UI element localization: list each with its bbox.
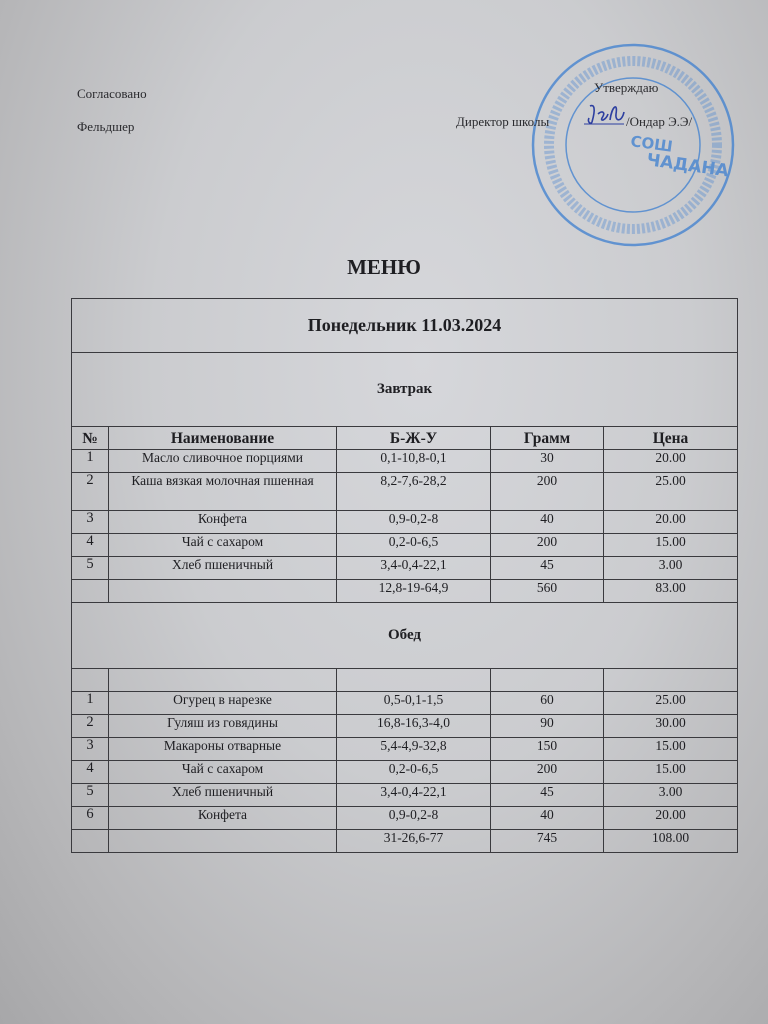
item-number: 6 <box>72 807 109 830</box>
empty-cell <box>72 669 109 692</box>
item-bju: 5,4-4,9-32,8 <box>337 738 491 761</box>
total-price: 83.00 <box>604 580 738 603</box>
item-bju: 3,4-0,4-22,1 <box>337 557 491 580</box>
item-bju: 0,1-10,8-0,1 <box>337 450 491 473</box>
school-stamp-icon <box>528 40 738 250</box>
lunch-row <box>72 603 738 669</box>
total-price: 108.00 <box>604 830 738 853</box>
item-price: 25.00 <box>604 473 738 511</box>
col-name: Наименование <box>109 427 337 450</box>
director-label: Директор школы <box>456 114 550 129</box>
total-name <box>109 580 337 603</box>
item-number: 4 <box>72 534 109 557</box>
item-gram: 200 <box>491 473 604 511</box>
item-price: 30.00 <box>604 715 738 738</box>
item-bju: 8,2-7,6-28,2 <box>337 473 491 511</box>
menu-table <box>71 298 738 853</box>
breakfast-heading: Завтрак <box>72 353 738 427</box>
table-row <box>72 692 738 715</box>
item-name: Масло сливочное порциями <box>109 450 337 473</box>
item-name: Огурец в нарезке <box>109 692 337 715</box>
item-gram: 200 <box>491 534 604 557</box>
director-name: /Ондар Э.Э/ <box>626 114 693 129</box>
item-name: Конфета <box>109 511 337 534</box>
col-bju: Б-Ж-У <box>337 427 491 450</box>
empty-row <box>72 669 738 692</box>
item-number: 1 <box>72 450 109 473</box>
item-name: Чай с сахаром <box>109 761 337 784</box>
table-row <box>72 450 738 473</box>
item-price: 20.00 <box>604 511 738 534</box>
item-price: 3.00 <box>604 784 738 807</box>
day-heading: Понедельник 11.03.2024 <box>72 299 738 353</box>
item-name: Чай с сахаром <box>109 534 337 557</box>
item-number: 2 <box>72 715 109 738</box>
item-number: 3 <box>72 738 109 761</box>
item-price: 15.00 <box>604 738 738 761</box>
total-bju: 31-26,6-77 <box>337 830 491 853</box>
item-bju: 0,2-0-6,5 <box>337 761 491 784</box>
empty-cell <box>491 669 604 692</box>
item-name: Хлеб пшеничный <box>109 557 337 580</box>
table-row <box>72 784 738 807</box>
column-header-row <box>72 427 738 450</box>
item-bju: 0,9-0,2-8 <box>337 511 491 534</box>
table-row <box>72 557 738 580</box>
item-price: 15.00 <box>604 761 738 784</box>
item-name: Каша вязкая молочная пшенная <box>109 473 337 511</box>
lunch-heading: Обед <box>72 603 738 669</box>
item-gram: 45 <box>491 784 604 807</box>
item-number: 5 <box>72 557 109 580</box>
table-row <box>72 761 738 784</box>
total-gram: 560 <box>491 580 604 603</box>
item-gram: 90 <box>491 715 604 738</box>
svg-text:ЧАДАНА: ЧАДАНА <box>645 150 730 182</box>
item-bju: 0,2-0-6,5 <box>337 534 491 557</box>
empty-cell <box>337 669 491 692</box>
col-number: № <box>72 427 109 450</box>
item-name: Макароны отварные <box>109 738 337 761</box>
breakfast-row <box>72 353 738 427</box>
item-price: 20.00 <box>604 807 738 830</box>
day-row <box>72 299 738 353</box>
item-price: 20.00 <box>604 450 738 473</box>
item-bju: 16,8-16,3-4,0 <box>337 715 491 738</box>
item-price: 3.00 <box>604 557 738 580</box>
total-number <box>72 580 109 603</box>
item-gram: 30 <box>491 450 604 473</box>
table-row <box>72 473 738 511</box>
table-row <box>72 511 738 534</box>
total-gram: 745 <box>491 830 604 853</box>
table-row <box>72 738 738 761</box>
agreed-label: Согласовано <box>77 86 147 101</box>
item-bju: 0,5-0,1-1,5 <box>337 692 491 715</box>
medic-label: Фельдшер <box>77 119 135 134</box>
item-gram: 60 <box>491 692 604 715</box>
lunch-items <box>72 692 738 830</box>
item-gram: 45 <box>491 557 604 580</box>
item-name: Хлеб пшеничный <box>109 784 337 807</box>
item-bju: 0,9-0,2-8 <box>337 807 491 830</box>
col-price: Цена <box>604 427 738 450</box>
table-row <box>72 715 738 738</box>
table-row <box>72 534 738 557</box>
item-gram: 40 <box>491 807 604 830</box>
item-gram: 150 <box>491 738 604 761</box>
empty-cell <box>109 669 337 692</box>
item-gram: 40 <box>491 511 604 534</box>
item-gram: 200 <box>491 761 604 784</box>
item-price: 25.00 <box>604 692 738 715</box>
approve-label: Утверждаю <box>594 80 659 95</box>
total-number <box>72 830 109 853</box>
item-number: 5 <box>72 784 109 807</box>
total-bju: 12,8-19-64,9 <box>337 580 491 603</box>
svg-text:СОШ: СОШ <box>629 132 674 156</box>
col-gram: Грамм <box>491 427 604 450</box>
item-name: Конфета <box>109 807 337 830</box>
page-title: МЕНЮ <box>347 255 421 279</box>
item-bju: 3,4-0,4-22,1 <box>337 784 491 807</box>
breakfast-items <box>72 450 738 580</box>
item-number: 1 <box>72 692 109 715</box>
empty-cell <box>604 669 738 692</box>
signature-icon <box>580 100 628 130</box>
item-number: 2 <box>72 473 109 511</box>
lunch-total-row <box>72 830 738 853</box>
breakfast-total-row <box>72 580 738 603</box>
item-number: 3 <box>72 511 109 534</box>
item-name: Гуляш из говядины <box>109 715 337 738</box>
table-row <box>72 807 738 830</box>
item-price: 15.00 <box>604 534 738 557</box>
item-number: 4 <box>72 761 109 784</box>
total-name <box>109 830 337 853</box>
